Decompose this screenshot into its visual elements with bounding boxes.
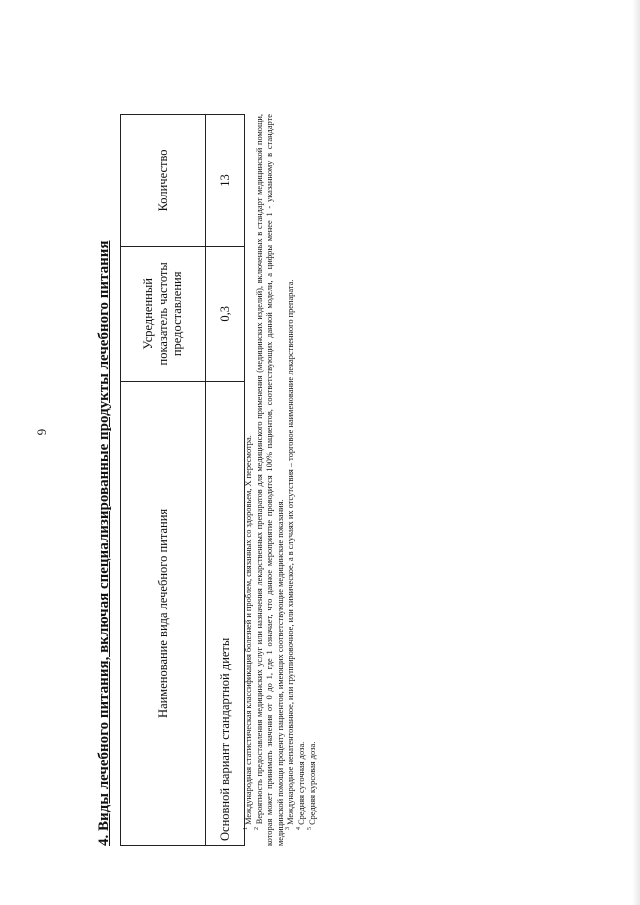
footnote-text: Международное непатентованное, или группировочное, или химическое, а в случаях их отсутствия – торговое наименование лекарственного препарата. <box>286 279 296 825</box>
diet-table <box>120 114 245 846</box>
cell-diet-name: Основной вариант стандартной диеты <box>206 381 245 845</box>
footnote-mark: 2 <box>253 827 260 830</box>
footnote-mark: 3 <box>285 827 292 830</box>
cell-frequency: 0,3 <box>206 246 245 381</box>
footnote-text: Средняя суточная доза. <box>296 741 306 825</box>
footnote-text: Международная статистическая классификация болезней и проблем, связанных со здоровьем, X пересмотра. <box>244 435 253 825</box>
footnote-mark: 4 <box>296 827 303 830</box>
section-title: 4. Виды лечебного питания, включая специализированные продукты лечебного питания <box>96 240 112 846</box>
footnote-1 <box>244 114 255 846</box>
footnote-3 <box>286 114 297 846</box>
table-row <box>206 115 245 846</box>
footnotes <box>244 114 318 846</box>
rotated-sheet <box>96 46 396 846</box>
footnote-5 <box>308 114 319 846</box>
page-number: 6 <box>34 428 50 436</box>
footnote-text: Вероятность предоставления медицинских услуг или назначения лекарственных препаратов для медицинского применения (медицинских изделий), включенных в стандарт медицинской помощи, которая может принимать значения от 0 до 1, где 1 означает, что данное мероприятие проводится 100% пациентов, соответствующих данной модели, а цифры менее 1 - указанному в стандарте медицинской помощи проценту пациентов, имеющих соответствующие медицинские показания. <box>254 113 285 846</box>
header-quantity: Количество <box>121 115 206 247</box>
footnote-2 <box>255 114 287 846</box>
footnote-mark: 1 <box>243 827 250 830</box>
header-diet-name: Наименование вида лечебного питания <box>121 381 206 845</box>
header-frequency: Усредненный показатель частоты предоставления <box>121 246 206 381</box>
cell-quantity: 13 <box>206 115 245 247</box>
footnote-text: Средняя курсовая доза. <box>307 741 317 825</box>
table-header-row <box>121 115 206 846</box>
scan-edge-shadow <box>632 0 640 905</box>
footnote-4 <box>297 114 308 846</box>
footnote-mark: 5 <box>306 827 313 830</box>
